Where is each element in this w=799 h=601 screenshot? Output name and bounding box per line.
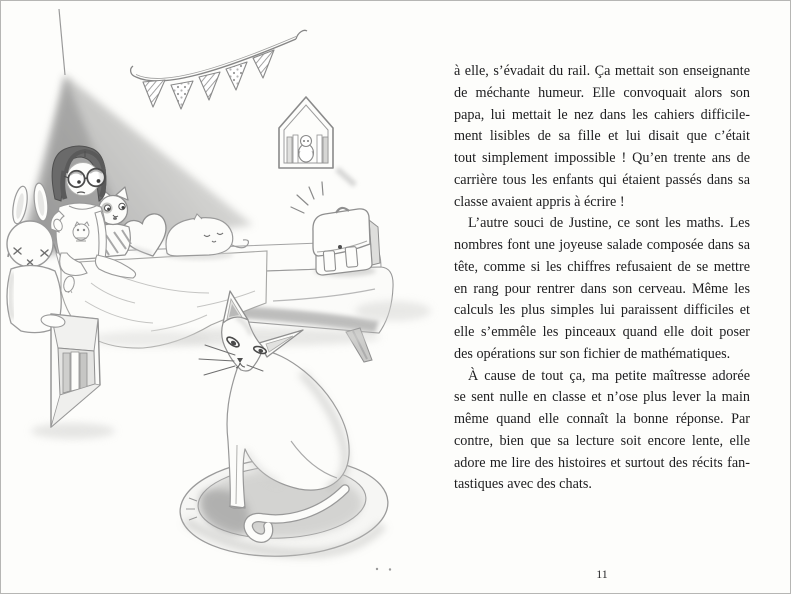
text-line: classe avaient appris à écrire !: [454, 193, 625, 210]
text-line: nombres font une joyeuse salade composée dans sa: [454, 237, 750, 253]
text-line: L’autre souci de Justine, ce sont les maths. Les: [468, 215, 750, 232]
artist-marks: [376, 568, 391, 571]
flag-striped-1: [143, 80, 165, 107]
text-line: des opérations sur son fichier de mathématiques.: [454, 345, 731, 362]
bunting-banner: [131, 30, 307, 109]
text-line: se sent nulle en classe et n’ose plus lever la main: [454, 389, 750, 406]
text-line: à elle, s’évadait du rail. Ça mettait son enseignante: [454, 63, 750, 79]
flag-dotted-1: [171, 81, 193, 109]
bunny-head: [7, 221, 53, 267]
text-line: ment lisibles de sa fille et lui disait que c’était: [454, 128, 750, 145]
floor-shadow-right: [355, 301, 431, 321]
text-line: même quand elle connaît la bonne réponse. Par: [454, 411, 750, 427]
shelf-books-bottom: [63, 352, 87, 393]
page-number: 11: [596, 567, 608, 581]
text-line: elle s’emmêle les pinceaux quand elle doit poser: [454, 324, 750, 340]
house-shaped-shelf: [279, 97, 355, 185]
text-line: de méchante humeur. Elle convoquait alors son: [454, 84, 750, 101]
emphasis-rays: [291, 182, 323, 213]
bedroom-illustration: [1, 1, 441, 594]
flag-striped-2: [199, 72, 220, 100]
text-line: adore me lire des histoires et surtout des récits fan-: [454, 454, 750, 471]
text-line: tête, comme si les chiffres refusaient de se mettre: [454, 258, 750, 275]
bird-figurine: [299, 136, 314, 163]
text-line: papa, lui mettait le nez dans les cahiers difficile-: [454, 106, 750, 123]
text-column: [454, 61, 750, 496]
text-line: À cause de tout ça, ma petite maîtresse adorée: [468, 367, 750, 384]
text-line: calculs les plus simples lui paraissent difficiles et: [454, 302, 750, 319]
text-line: tastiques avec des chats.: [454, 476, 592, 493]
flag-striped-3: [253, 50, 274, 78]
text-line: tout simplement impossible ! Qu’en trente ans de: [454, 150, 750, 166]
flag-dotted-2: [226, 62, 247, 90]
text-line: carrière tous les enfants qui étaient passés dans sa: [454, 171, 750, 188]
text-line: en rang pour rentrer dans son cerveau. Même les: [454, 280, 750, 297]
text-line: contre, bien que sa lecture soit encore lente, elle: [454, 432, 750, 449]
